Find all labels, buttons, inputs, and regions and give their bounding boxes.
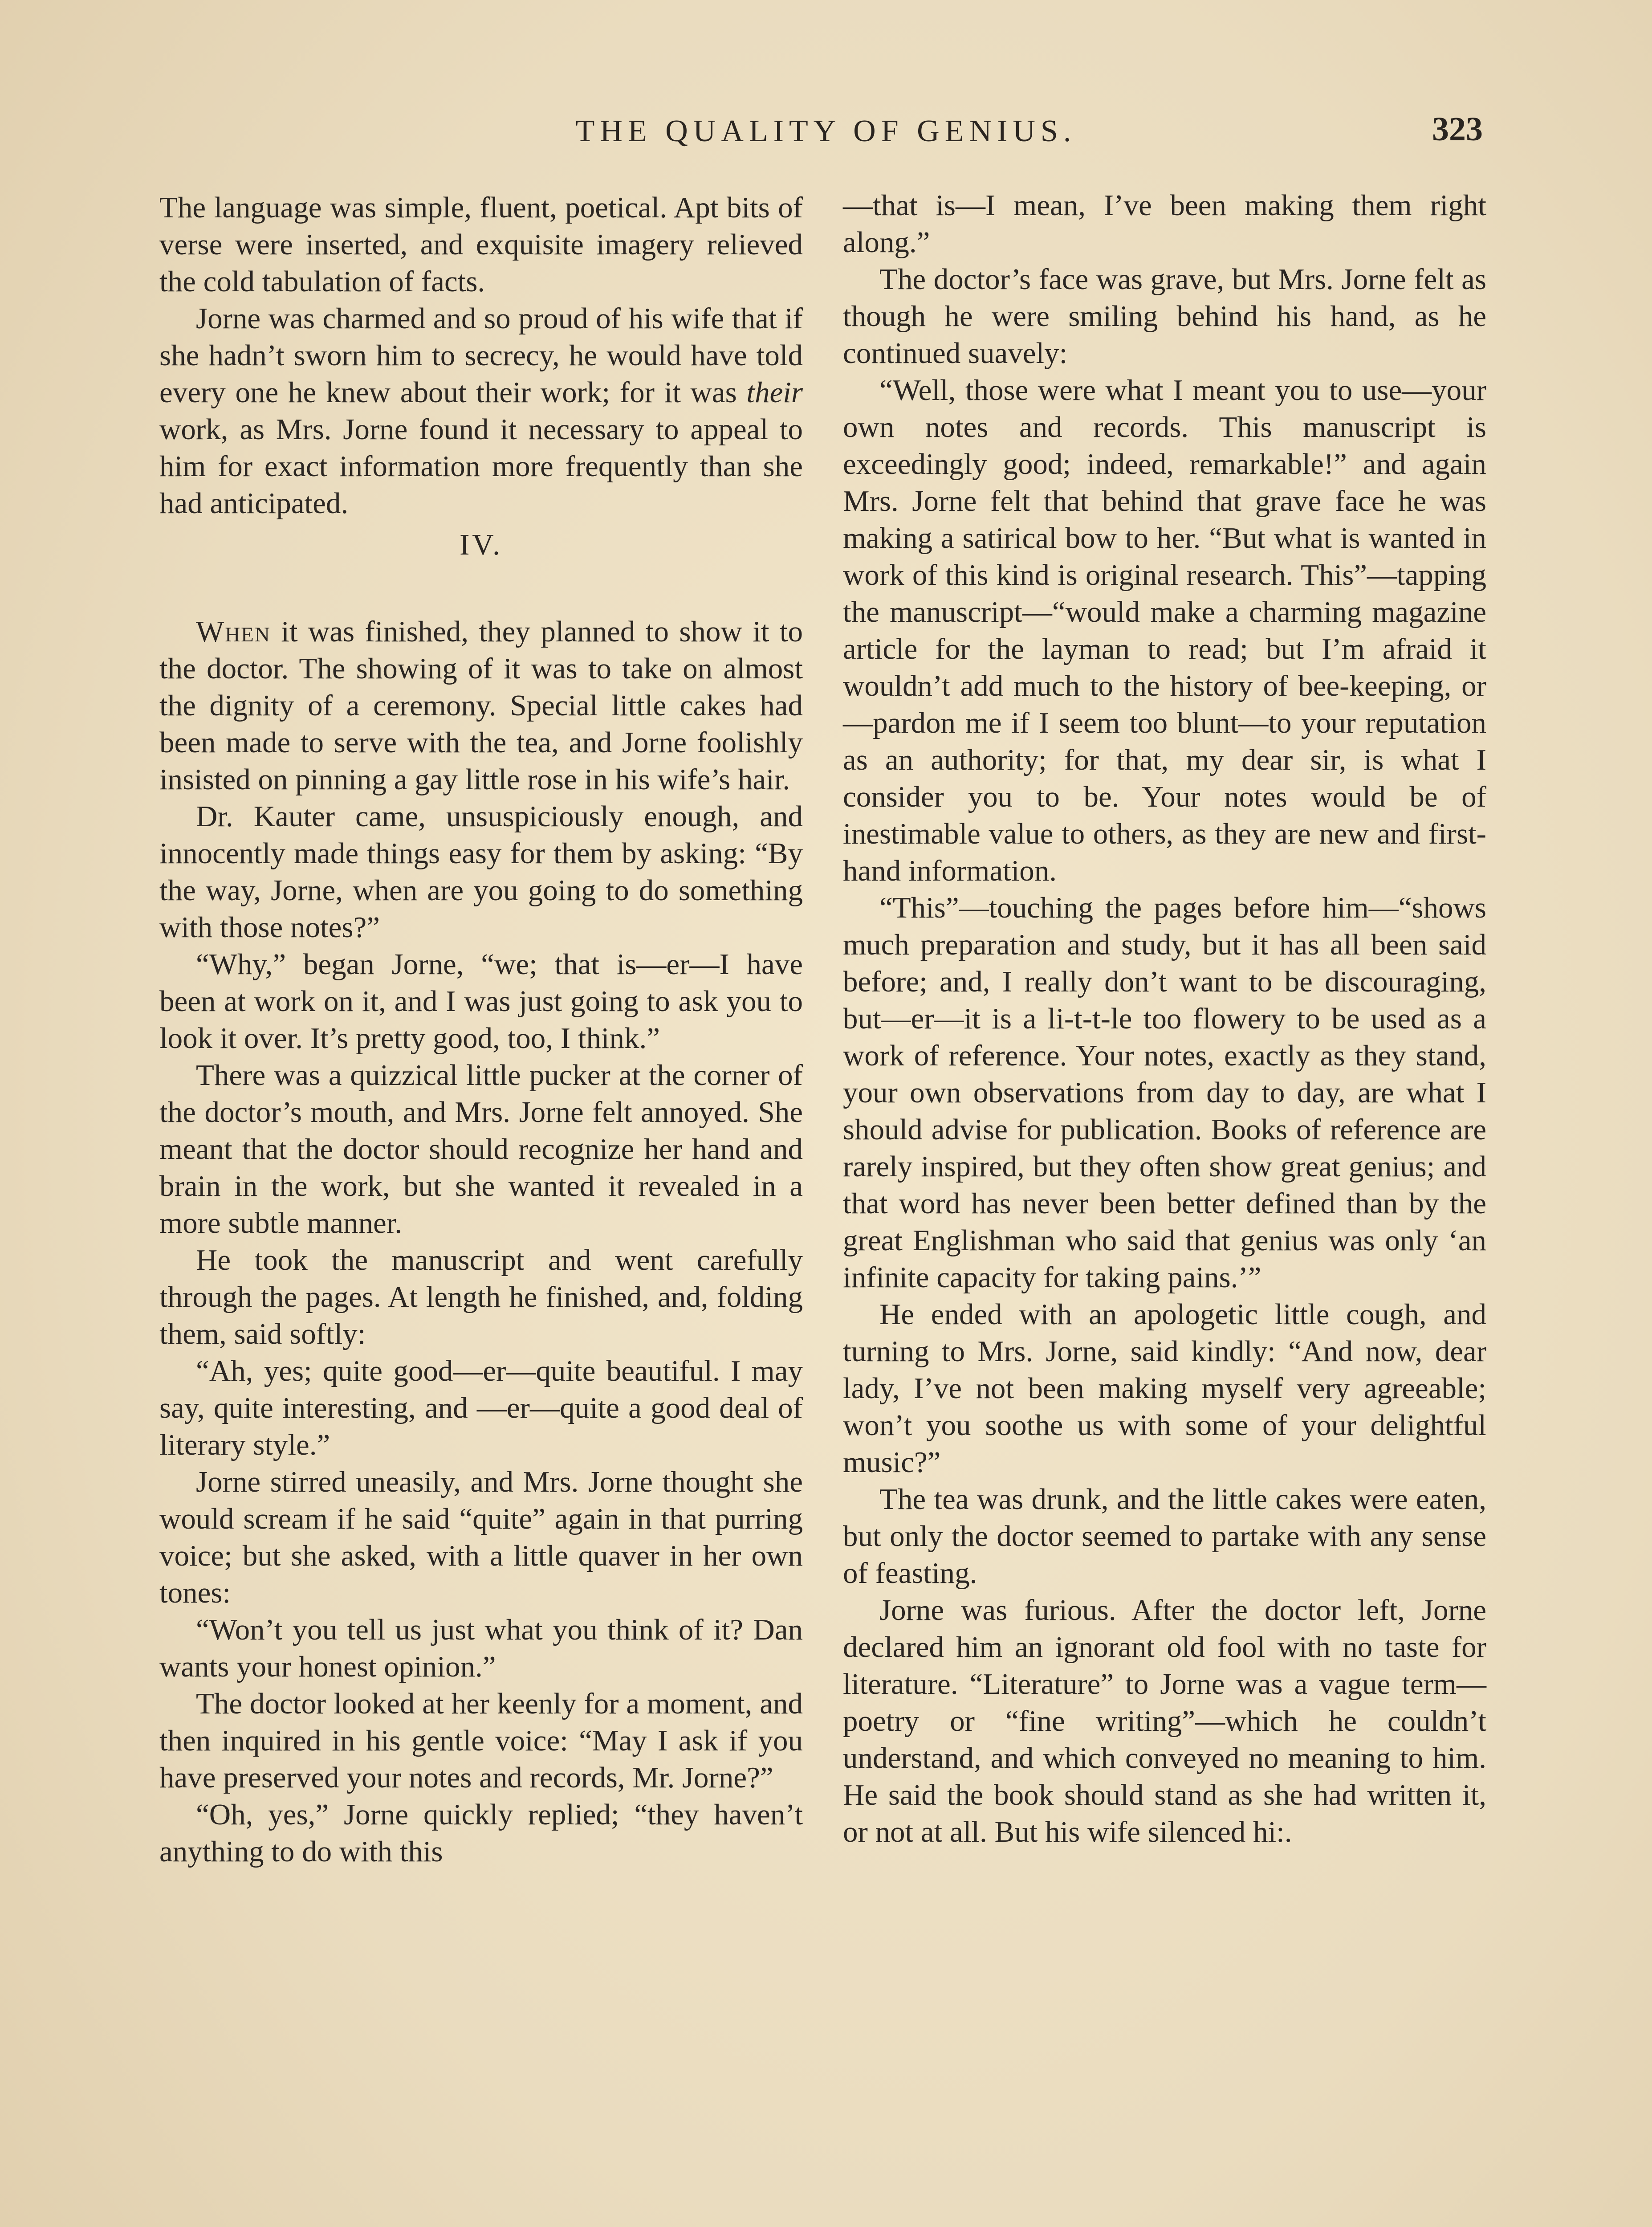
paragraph: Jorne was furious. After the doctor left, Jorne declared him an ignorant old fool with no taste for literature. “Literature” to Jorne was a vague term—poetry or “fine writing”—which he couldn’t understand, and which conveyed no meaning to him. He said the book should stand as she had written it, or not at all. But his wife silenced hi:. <box>843 1594 1486 1848</box>
paragraph: “This”—touching the pages before him—“shows much preparation and study, but it has all been said before; and, I really don’t want to be discouraging, but—er—it is a li-t-t-le too flowery to be used as a work of reference. Your notes, exactly as they stand, your own observations from day to day, are what I should advise for publication. Books of reference are rarely inspired, but they often show great genius; and that word has never been better defined than by the great Englishman who said that genius was only ‘an infinite capacity for taking pains.’” <box>843 891 1486 1294</box>
paragraph <box>159 300 803 522</box>
emphasis-text: their <box>746 376 803 409</box>
paragraph: The language was simple, fluent, poetical. Apt bits of verse were inserted, and exquisite imagery relieved the cold tabulation of facts. <box>159 191 803 298</box>
section-number: IV. <box>460 528 503 561</box>
paragraph: “Well, those were what I meant you to use—your own notes and records. This manuscript is exceedingly good; indeed, remarkable!” and again Mrs. Jorne felt that behind that grave face he was making a satirical bow to her. “But what is wanted in work of this kind is original research. This”—tapping the manuscript—“would make a charming magazine article for the layman to read; but I’m afraid it wouldn’t add much to the history of bee-keeping, or—pardon me if I seem too blunt—to your reputation as an authority; for that, my dear sir, is what I consider you to be. Your notes would be of inestimable value to others, as they are new and first-hand information. <box>843 374 1486 887</box>
paragraph: The doctor’s face was grave, but Mrs. Jorne felt as though he were smiling behind his hand, as he continued suavely: <box>843 263 1486 370</box>
paragraph: He ended with an apologetic little cough, and turning to Mrs. Jorne, said kindly: “And now, dear lady, I’ve not been making myself very agreeable; won’t you soothe us with some of your delightful music?” <box>843 1298 1486 1479</box>
paragraph: Dr. Kauter came, unsuspiciously enough, and innocently made things easy for them by asking: “By the way, Jorne, when are you going to do something with those notes?” <box>159 800 803 944</box>
opening-word: When <box>196 615 271 648</box>
left-column <box>159 189 803 1870</box>
paragraph: Jorne stirred uneasily, and Mrs. Jorne thought she would scream if he said “quite” again in that purring voice; but she asked, with a little quaver in her own tones: <box>159 1465 803 1609</box>
paragraph: The doctor looked at her keenly for a moment, and then inquired in his gentle voice: “May I ask if you have preserved your notes and records, Mr. Jorne?” <box>159 1687 803 1794</box>
paragraph: “Why,” began Jorne, “we; that is—er—I have been at work on it, and I was just going to ask you to look it over. It’s pretty good, too, I think.” <box>159 948 803 1055</box>
paragraph: He took the manuscript and went carefully through the pages. At length he finished, and, folding them, said softly: <box>159 1244 803 1350</box>
paragraph: “Won’t you tell us just what you think of it? Dan wants your honest opinion.” <box>159 1613 803 1683</box>
paragraph: —that is—I mean, I’ve been making them right along.” <box>843 189 1486 259</box>
paragraph-text: it was finished, they planned to show it to the doctor. The showing of it was to take on almost the dignity of a ceremony. Special little cakes had been made to serve with the tea, and Jorne foolishly insisted on pinning a gay little rose in his wife’s hair. <box>159 615 803 796</box>
paragraph: The tea was drunk, and the little cakes were eaten, but only the doctor seemed to partake with any sense of feasting. <box>843 1483 1486 1590</box>
paragraph-text: work, as Mrs. Jorne found it necessary to appeal to him for exact information more frequently than she had anticipated. <box>159 413 803 520</box>
paragraph: “Ah, yes; quite good—er—quite beautiful. I may say, quite interesting, and —er—quite a good deal of literary style.” <box>159 1354 803 1461</box>
paragraph-text: Jorne was charmed and so proud of his wife that if she hadn’t sworn him to secrecy, he would have told every one he knew about their work; for it was <box>159 302 803 409</box>
paragraph <box>159 613 803 798</box>
paragraph: “Oh, yes,” Jorne quickly replied; “they haven’t anything to do with this <box>159 1798 803 1868</box>
right-column <box>843 187 1486 1851</box>
paragraph: There was a quizzical little pucker at the corner of the doctor’s mouth, and Mrs. Jorne felt annoyed. She meant that the doctor should recognize her hand and brain in the work, but she wanted it revealed in a more subtle manner. <box>159 1059 803 1240</box>
running-header <box>160 110 1492 163</box>
running-title: THE QUALITY OF GENIUS. <box>575 114 1077 148</box>
page-number: 323 <box>1432 110 1483 148</box>
